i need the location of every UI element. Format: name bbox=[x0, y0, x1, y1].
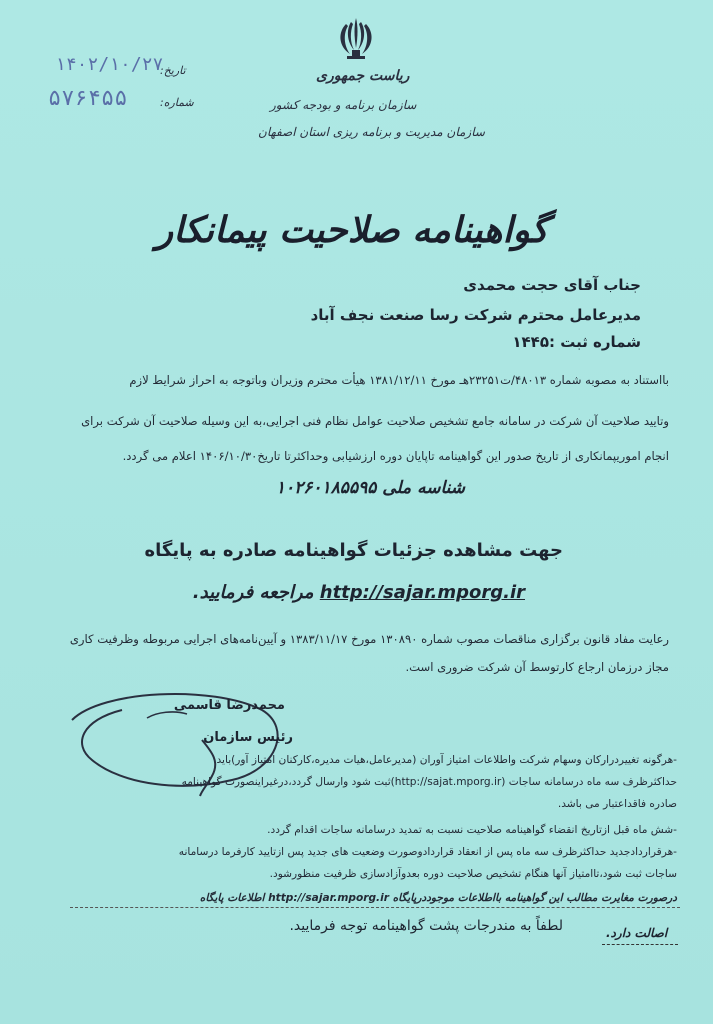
addressee-position: مدیرعامل محترم شرکت رسا صنعت نجف آباد bbox=[310, 306, 641, 324]
regulation-line-1: رعایت مفاد قانون برگزاری مناقصات مصوب شماره ۱۳۰۸۹۰ مورخ ۱۳۸۳/۱۱/۱۷ و آیین‌نامه‌های اجرایی مربوطه وظرفیت کاری bbox=[69, 632, 669, 646]
organization-line-1: سازمان برنامه و بودجه کشور bbox=[270, 98, 417, 112]
refer-text: مراجعه فرمایید. bbox=[192, 582, 314, 603]
registration-number: شماره ثبت :۱۴۴۵ bbox=[512, 333, 641, 351]
date-label: تاریخ: bbox=[160, 64, 186, 77]
body-paragraph-1: بااستناد به مصوبه شماره ۴۸۰۱۳/ت۲۳۲۵۱هـ مورخ ۱۳۸۱/۱۲/۱۱ هیأت محترم وزیران وباتوجه به احراز شرایط لازم bbox=[129, 373, 669, 387]
number-label: شماره: bbox=[160, 96, 194, 109]
national-id: شناسه ملی ۱۰۲۶۰۱۸۵۵۹۵ bbox=[275, 478, 465, 498]
signatory-name: محمدرضا قاسمی bbox=[173, 698, 285, 713]
see-details-line: جهت مشاهده جزئیات گواهینامه صادره به پایگاه bbox=[144, 540, 563, 561]
body-paragraph-3: انجام اموریپمانکاری از تاریخ صدور این گواهینامه تاپایان دوره ارزشیابی وحداکثرتا تاریخ۱۴۰۶/۱۰/۳۰ اعلام می گردد. bbox=[122, 449, 669, 463]
note-line-3: صادره فاقداعتبار می باشد. bbox=[557, 798, 677, 810]
note-line-7: درصورت مغایرت مطالب این گواهینامه بااطلاعات موجوددرپایگاه http://sajar.mporg.ir اطلاعات پایگاه bbox=[199, 892, 677, 904]
note-line-6: ساجات ثبت شود،تاامتیاز آنها هنگام تشخیص صلاحیت دوره بعدوآزادسازی ظرفیت منظورشود. bbox=[269, 868, 677, 880]
date-value: ۱۴۰۲/۱۰/۲۷ bbox=[55, 54, 164, 75]
sajar-link[interactable]: http://sajar.mporg.ir bbox=[319, 582, 525, 603]
originality-stamp: اصالت دارد. bbox=[606, 926, 668, 940]
organization-line-2: سازمان مدیریت و برنامه ریزی استان اصفهان bbox=[258, 125, 485, 139]
addressee-name: جناب آقای حجت محمدی bbox=[463, 276, 641, 294]
signatory-title: رئیس سازمان bbox=[203, 730, 293, 745]
number-value: ۵۷۶۴۵۵ bbox=[48, 86, 128, 111]
certificate-title: گواهینامه صلاحیت پیمانکار bbox=[155, 210, 549, 251]
note-line-2: حداکثرظرف سه ماه درسامانه ساجات (http://sajat.mporg.ir)ثبت شود وارسال گردد،درغیراینصورت گواهینامه bbox=[181, 776, 677, 788]
regulation-line-2: مجاز درزمان ارجاع کارتوسط آن شرکت ضروری است. bbox=[405, 660, 669, 674]
footer-note: لطفاً به مندرجات پشت گواهینامه توجه فرمایید. bbox=[289, 918, 563, 934]
divider bbox=[70, 907, 680, 908]
iran-emblem-icon bbox=[332, 14, 380, 66]
body-paragraph-2: وتایید صلاحیت آن شرکت در سامانه جامع تشخیص صلاحیت عوامل نظام فنی اجرایی،به این وسیله صلاحیت آن شرکت برای bbox=[81, 414, 669, 428]
presidency-heading: ریاست جمهوری bbox=[316, 68, 410, 84]
note-line-1: -هرگونه تغییردرارکان وسهام شرکت واطلاعات امتیاز آوران (مدیرعامل،هیات مدیره،کارکنان امتیاز آور)باید bbox=[216, 754, 677, 766]
note-line-5: -هرقراردادجدید حداکثرظرف سه ماه پس از انعقاد قراردادوصورت وضعیت های جدید پس ازتایید کارفرما درسامانه bbox=[178, 846, 677, 858]
originality-underline bbox=[602, 944, 678, 945]
note-line-4: -شش ماه قبل ازتاریخ انقضاء گواهینامه صلاحیت نسبت به تمدید درسامانه ساجات اقدام گردد. bbox=[267, 824, 677, 836]
see-details-url-line bbox=[193, 582, 525, 603]
